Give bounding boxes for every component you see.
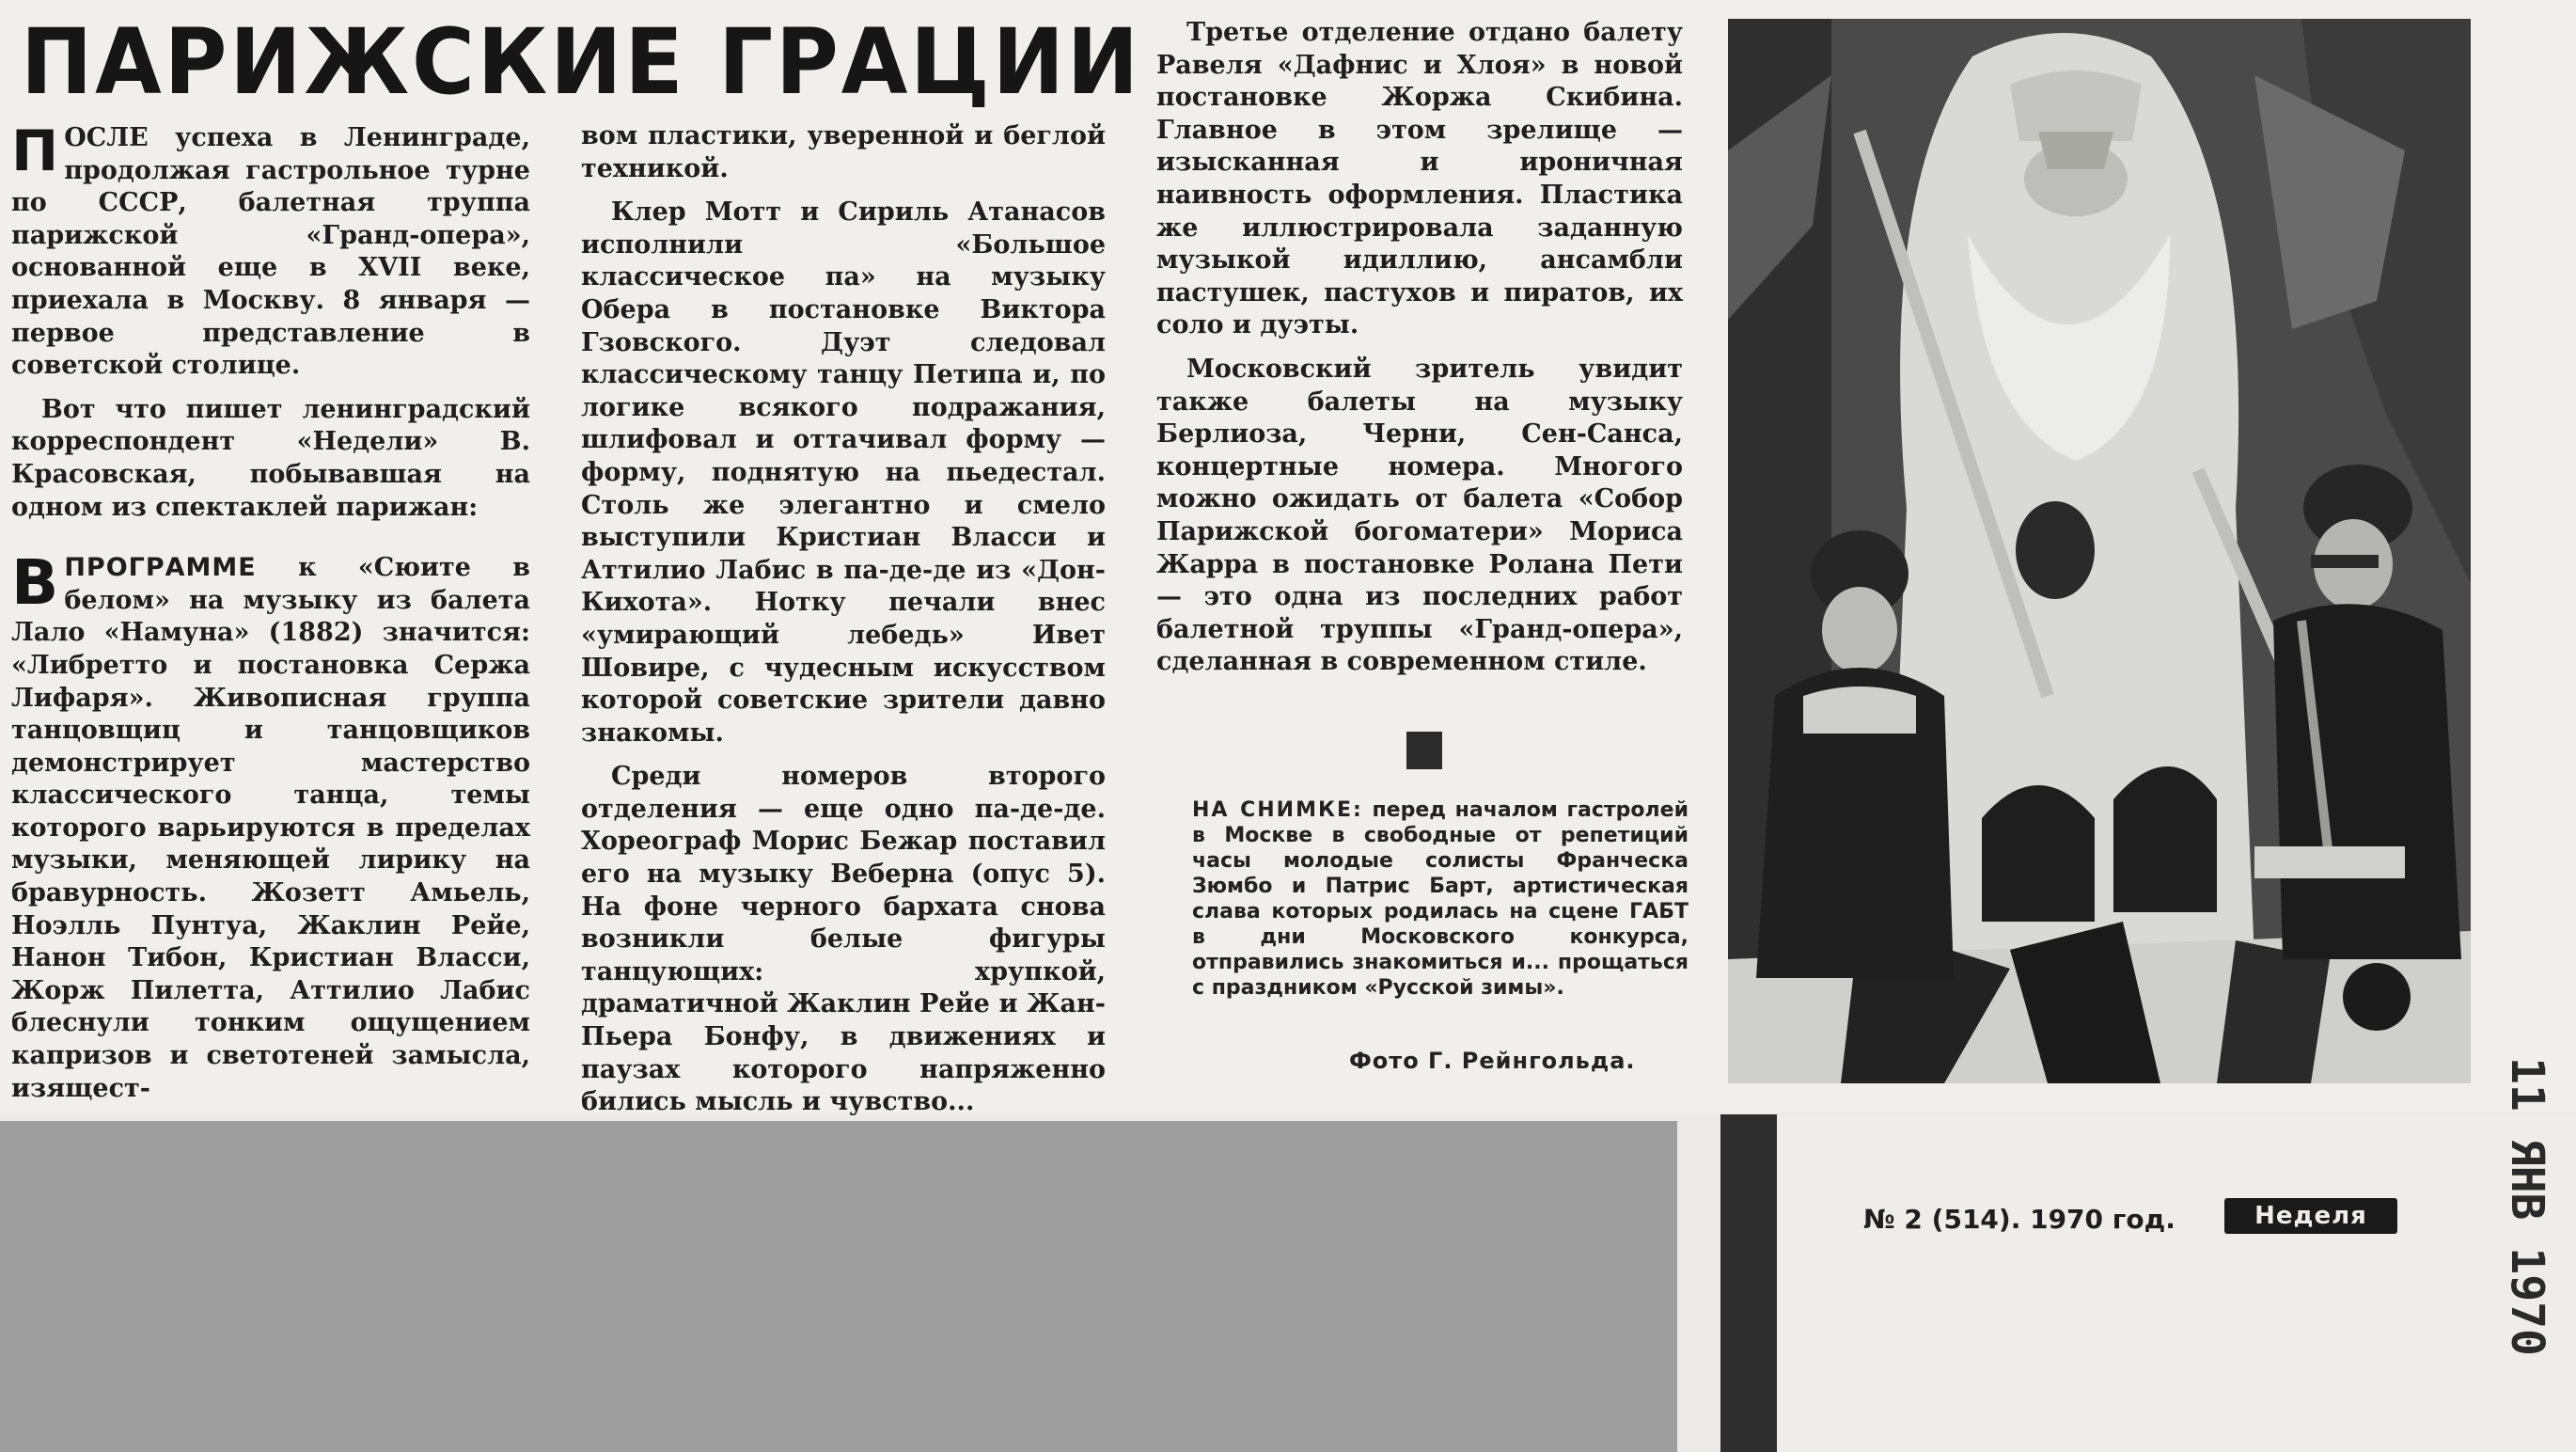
- photo-illustration: [1728, 19, 2471, 1083]
- paragraph: Третье отделение отдано балету Равеля «Дафнис и Хлоя» в новой постановке Жоржа Скибина. Главное в этом зрелище — изысканная и ироничная наивность оформления. Пластика же иллюстрировала заданную музыкой идиллию, ансамбли пастушек, пастухов и пиратов, их соло и дуэты.: [1156, 18, 1683, 340]
- paragraph-text: ОСЛЕ успеха в Ленинграде, продолжая гастрольное турне по СССР, балетная труппа парижской «Гранд-опера», основанной еще в XVII веке, приехала в Москву. 8 января — первое представление в советской столице.: [11, 123, 530, 381]
- photo-caption: [1192, 797, 1689, 1001]
- article-column-1: [11, 118, 530, 1105]
- article-title: ПАРИЖСКИЕ ГРАЦИИ: [21, 9, 1141, 115]
- paragraph: Вот что пишет ленинградский корреспондент «Недели» В. Красовская, побывавшая на одном из спектаклей парижан:: [11, 394, 530, 522]
- article-column-2: [581, 120, 1106, 1119]
- caption-text: перед началом гастролей в Москве в свободные от репетиций часы молодые солисты Франческа Зюмбо и Патрис Барт, артистическая слава которых родилась на сцене ГАБТ в дни Московского конкурса, отправились знакомиться и... прощаться с праздником «Русской зимы».: [1192, 798, 1689, 1000]
- newspaper-logo: Неделя: [2224, 1198, 2397, 1234]
- paragraph: Среди номеров второго отделения — еще одно па-де-де. Хореограф Морис Бежар поставил его на музыку Веберна (опус 5). На фоне черного бархата снова возникли белые фигуры танцующих: хрупкой, драматичной Жаклин Рейе и Жан-Пьера Бонфу, в движениях и паузах которого напряженно бились мысль и чувство...: [581, 762, 1106, 1117]
- paragraph: Клер Мотт и Сириль Атанасов исполнили «Большое классическое па» на музыку Обера в постановке Виктора Гзовского. Дуэт следовал классическому танцу Петипа и, по логике всякого подражания, шлифовал и оттачивал форму — форму, поднятую на пьедестал. Столь же элегантно и смело выступили Кристиан Власси и Аттилио Лабис в па-де-де из «Дон-Кихота». Нотку печали внес «умирающий лебедь» Ивет Шовире, с чудесным искусством которой советские зрители давно знакомы.: [581, 197, 1106, 748]
- paragraph: вом пластики, уверенной и беглой техникой.: [581, 121, 1106, 183]
- article-column-3: [1156, 17, 1683, 679]
- footer-clipping: [1777, 1114, 2576, 1452]
- drop-cap: П: [11, 118, 59, 184]
- paragraph: [11, 118, 530, 383]
- background-strip: [1720, 1114, 1777, 1452]
- paragraph: [11, 546, 530, 1105]
- lead-in-caps: ПРОГРАММЕ: [64, 553, 257, 583]
- background-gray: [0, 1121, 1677, 1452]
- paragraph: Московский зритель увидит также балеты на музыку Берлиоза, Черни, Сен-Санса, концертные номера. Многого можно ожидать от балета «Собор Парижской богоматери» Мориса Жарра в постановке Ролана Пети — это одна из последних работ балетной труппы «Гранд-опера», сделанная в современном стиле.: [1156, 354, 1683, 677]
- paragraph-text: к «Сюите в белом» на музыку из балета Лало «Намуна» (1882) значится: «Либретто и постановка Сержа Лифаря». Живописная группа танцовщиц и танцовщиков демонстрирует мастерство классического танца, темы которого варьируются в пределах музыки, меняющей лирику на бравурность. Жозетт Амьель, Ноэлль Пунтуа, Жаклин Рейе, Нанон Тибон, Кристиан Власси, Жорж Пилетта, Аттилио Лабис блеснули тонким ощущением капризов и светотеней замысла, изящест-: [11, 553, 530, 1103]
- section-end-mark: [1406, 732, 1442, 769]
- caption-label: НА СНИМКЕ:: [1192, 798, 1363, 822]
- date-stamp: 11 ЯНВ 1970: [2501, 1057, 2553, 1356]
- article-photo: [1728, 19, 2471, 1083]
- photo-credit: Фото Г. Рейнгольда.: [1349, 1048, 1636, 1074]
- drop-cap: В: [11, 546, 59, 620]
- issue-info: № 2 (514). 1970 год.: [1863, 1204, 2175, 1235]
